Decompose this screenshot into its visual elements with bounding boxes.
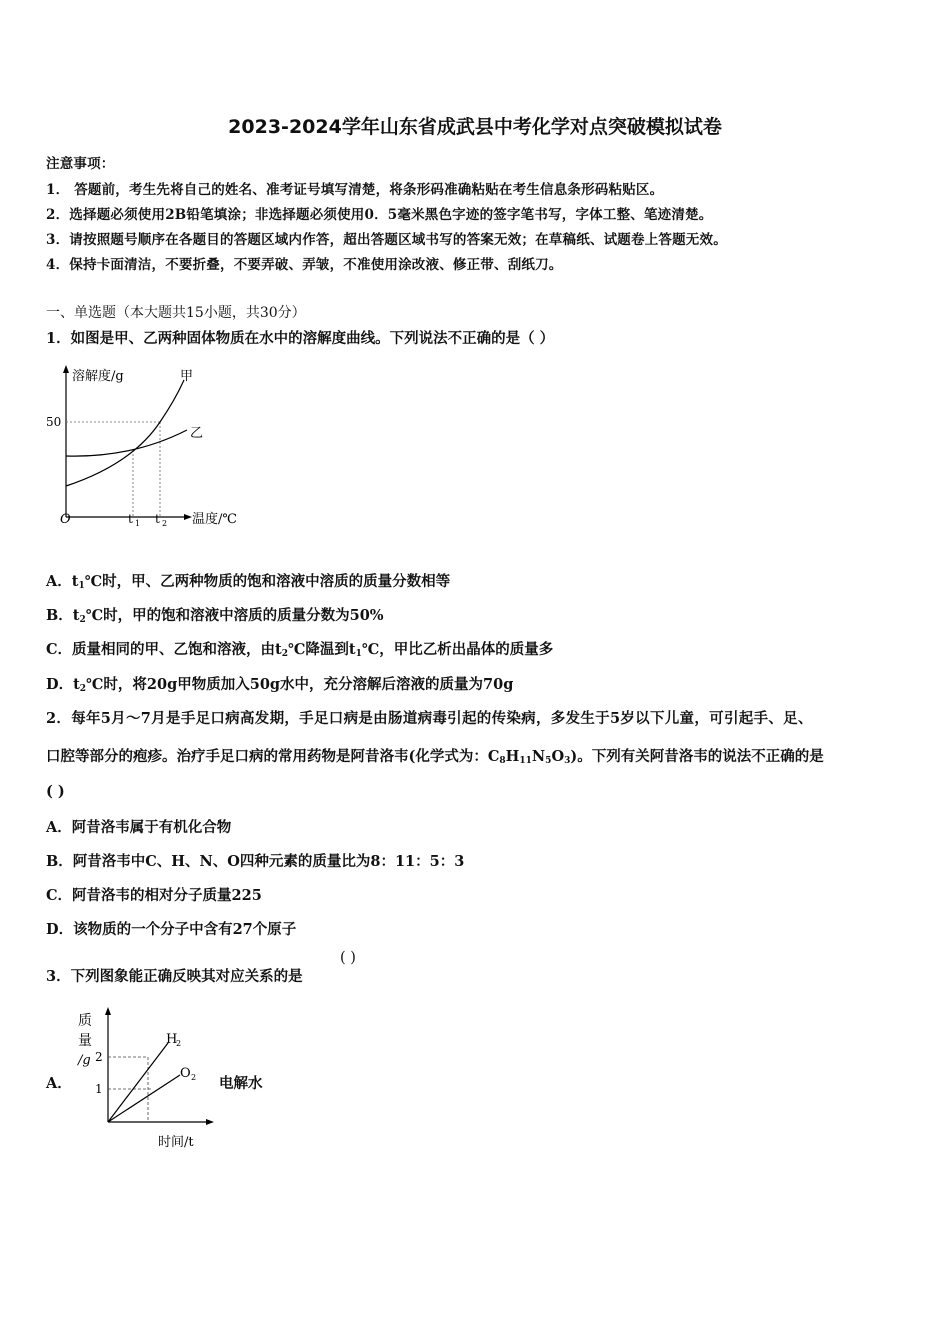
tick-t1: t — [128, 512, 133, 526]
curve-yi — [66, 430, 187, 456]
y-axis-label: 溶解度/g — [72, 369, 124, 384]
label-h2-sub: 2 — [176, 1039, 182, 1048]
question-1-stem: 1．如图是甲、乙两种固体物质在水中的溶解度曲线。下列说法不正确的是（ ） — [46, 330, 555, 347]
tick-t1-sub: 1 — [135, 519, 141, 528]
line-h2 — [108, 1043, 168, 1122]
solubility-curve-graph — [42, 362, 262, 537]
y-axis-label-1: 质 — [78, 1013, 92, 1029]
x-axis-label: 温度/℃ — [192, 512, 237, 527]
question-2-line-1: 2．每年5月～7月是手足口病高发期，手足口病是由肠道病毒引起的传染病，多发生于5岁以下儿童，可引起手、足、 — [46, 710, 813, 727]
x-axis-arrow — [184, 514, 192, 520]
question-3-paren: ( ) — [340, 950, 356, 966]
notice-item-4: 4．保持卡面清洁，不要折叠，不要弄破、弄皱，不准使用涂改液、修正带、刮纸刀。 — [46, 257, 563, 273]
notice-item-2: 2．选择题必须使用2B铅笔填涂；非选择题必须使用0．5毫米黑色字迹的签字笔书写，字体工整、笔迹清楚。 — [46, 207, 713, 223]
label-o2-sub: 2 — [191, 1073, 197, 1082]
q2-option-a: A．阿昔洛韦属于有机化合物 — [46, 819, 232, 836]
q3-option-a-label: A． — [46, 1075, 72, 1092]
notice-heading: 注意事项： — [46, 156, 115, 172]
y-axis-label-3: /g — [78, 1053, 91, 1068]
question-3-stem: 3．下列图象能正确反映其对应关系的是 — [46, 968, 303, 985]
tick-2: 2 — [95, 1050, 103, 1064]
origin-label: O — [60, 512, 71, 527]
tick-1: 1 — [95, 1082, 103, 1096]
x-axis-arrow — [206, 1119, 214, 1125]
q2-option-d: D．该物质的一个分子中含有27个原子 — [46, 921, 297, 938]
q1-option-b: B．$t_2℃$时，甲的饱和溶液中溶质的质量分数为50% — [46, 607, 384, 625]
q1-option-c: C．质量相同的甲、乙饱和溶液，由$t_2℃$降温到$t_1℃$，甲比乙析出晶体的质量多 — [46, 641, 554, 659]
y-axis-arrow — [105, 1007, 111, 1015]
y-axis-arrow — [63, 365, 69, 373]
page-title: 2023-2024学年山东省成武县中考化学对点突破模拟试卷 — [228, 116, 722, 138]
q2-option-c: C．阿昔洛韦的相对分子质量225 — [46, 887, 262, 904]
line-o2 — [108, 1075, 180, 1122]
tick-t2: t — [155, 512, 160, 526]
q1-option-d: D．$t_2℃$时，将20g甲物质加入50g水中，充分溶解后溶液的质量为70g — [46, 676, 514, 694]
tick-t2-sub: 2 — [162, 519, 168, 528]
x-axis-label: 时间/t — [158, 1135, 194, 1150]
electrolysis-graph — [70, 1005, 215, 1153]
label-o2: O — [180, 1066, 191, 1081]
notice-item-3: 3．请按照题号顺序在各题目的答题区域内作答，超出答题区域书写的答案无效；在草稿纸、试题卷上答题无效。 — [46, 232, 727, 248]
question-2-line-2: 口腔等部分的疱疹。治疗手足口病的常用药物是阿昔洛韦(化学式为：$C_8H_{11}N_5O_3$)。下列有关阿昔洛韦的说法不正确的是 — [46, 748, 824, 766]
y-axis-label-2: 量 — [78, 1033, 92, 1049]
notice-item-1: 1． 答题前，考生先将自己的姓名、准考证号填写清楚，将条形码准确粘贴在考生信息条形码粘贴区。 — [46, 182, 664, 198]
label-yi: 乙 — [190, 426, 204, 441]
curve-jia — [66, 380, 184, 486]
q2-option-b: B．阿昔洛韦中C、H、N、O四种元素的质量比为8：11：5：3 — [46, 853, 465, 870]
question-2-paren: ( ) — [46, 783, 65, 800]
q3-option-a-caption: 电解水 — [219, 1075, 263, 1092]
label-h2: H — [166, 1032, 178, 1047]
q1-option-a: A．$t_1℃$时，甲、乙两种物质的饱和溶液中溶质的质量分数相等 — [46, 573, 451, 591]
section-heading: 一、单选题（本大题共15小题，共30分） — [46, 305, 306, 321]
tick-50: 50 — [46, 415, 62, 429]
label-jia: 甲 — [180, 369, 194, 384]
